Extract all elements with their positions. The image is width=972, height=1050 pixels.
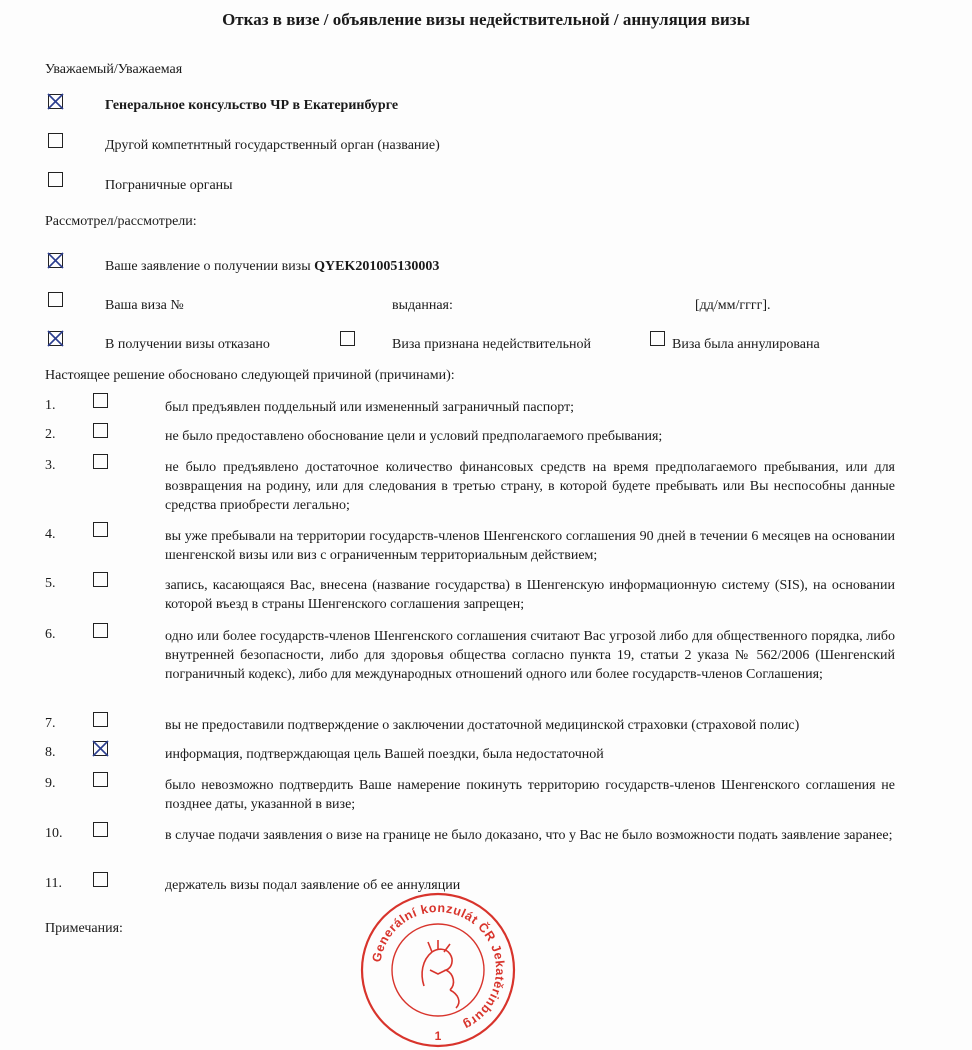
visa-issued-label: выданная: [392, 298, 453, 313]
checkbox-reason-11[interactable] [93, 872, 108, 887]
reason-number: 5. [45, 576, 56, 591]
reason-text: запись, касающаяся Вас, внесена (название государства) в Шенгенскую информационную систему (SIS), на основании которой въезд в страны Шенгенского соглашения запрещен; [165, 578, 895, 612]
checkbox-visa-refused[interactable] [48, 331, 63, 346]
checkbox-reason-1[interactable] [93, 393, 108, 408]
reason-text: вы не предоставили подтверждение о заключении достаточной медицинской страховки (страховой полис) [165, 718, 800, 733]
reason-number: 11. [45, 876, 62, 891]
checkbox-reason-4[interactable] [93, 522, 108, 537]
application-label: Ваше заявление о получении визы [105, 259, 311, 274]
decision-invalidated-label: Виза признана недействительной [392, 337, 591, 352]
reason-number: 6. [45, 627, 56, 642]
checkbox-reason-8[interactable] [93, 741, 108, 756]
checkbox-consulate[interactable] [48, 94, 63, 109]
stamp-text: Generální konzulát ČR Jekatěrinburg [369, 900, 508, 1033]
check-mark-icon [46, 251, 65, 270]
checkbox-reason-10[interactable] [93, 822, 108, 837]
reason-number: 2. [45, 427, 56, 442]
checkbox-visa-annulled[interactable] [650, 331, 665, 346]
decision-refused-label: В получении визы отказано [105, 337, 270, 352]
reason-text: вы уже пребывали на территории государств-членов Шенгенского соглашения 90 дней в течении 6 месяцев на основании шенгенской визы или виз с ограниченным территориальным действием; [165, 529, 895, 563]
checkbox-reason-2[interactable] [93, 423, 108, 438]
reason-text: держатель визы подал заявление об ее аннуляции [165, 878, 461, 893]
checkbox-reason-5[interactable] [93, 572, 108, 587]
reasons-intro: Настоящее решение обосновано следующей причиной (причинами): [45, 368, 455, 383]
checkbox-border-authority[interactable] [48, 172, 63, 187]
reason-number: 4. [45, 527, 56, 542]
reason-number: 7. [45, 716, 56, 731]
application-line [105, 259, 439, 275]
checkbox-visa-invalidated[interactable] [340, 331, 355, 346]
reason-text: было невозможно подтвердить Ваше намерение покинуть территорию государств-членов Шенгенского соглашения не позднее даты, указанной в визе; [165, 778, 895, 812]
check-mark-icon [91, 739, 110, 758]
check-mark-icon [46, 92, 65, 111]
reason-text: был предъявлен поддельный или измененный заграничный паспорт; [165, 400, 575, 415]
reason-text: информация, подтверждающая цель Вашей поездки, была недостаточной [165, 747, 604, 762]
visa-number-label: Ваша виза № [105, 298, 184, 313]
stamp-outer-ring [362, 894, 514, 1046]
reason-text: не было предоставлено обоснование цели и условий предполагаемого пребывания; [165, 429, 663, 444]
application-number: QYEK201005130003 [314, 259, 440, 274]
checkbox-reason-7[interactable] [93, 712, 108, 727]
greeting: Уважаемый/Уважаемая [45, 62, 183, 77]
checkbox-reason-9[interactable] [93, 772, 108, 787]
reason-text: не было предъявлено достаточное количество финансовых средств на время предполагаемого пребывания, или для возвращения на родину, или для следования в третью страну, в которой будете пребывать или Вы неспособны данные средства приобрести легально; [165, 460, 895, 513]
lion-emblem-icon [422, 940, 459, 1008]
visa-date-format: [дд/мм/гггг]. [695, 298, 771, 313]
reason-number: 3. [45, 458, 56, 473]
decision-annulled-label: Виза была аннулирована [672, 337, 820, 352]
reason-text: в случае подачи заявления о визе на границе не было доказано, что у Вас не было возможности подать заявление заранее; [165, 828, 893, 843]
consulate-stamp [358, 890, 518, 1050]
checkbox-other-authority[interactable] [48, 133, 63, 148]
checkbox-application[interactable] [48, 253, 63, 268]
stamp-number: 1 [434, 1029, 442, 1043]
check-mark-icon [46, 329, 65, 348]
checkbox-reason-3[interactable] [93, 454, 108, 469]
page-title: Отказ в визе / объявление визы недействительной / аннуляция визы [222, 10, 750, 29]
authority-consulate-label: Генеральное консульство ЧР в Екатеринбурге [105, 98, 399, 113]
stamp-inner-ring [392, 924, 484, 1016]
checkbox-visa[interactable] [48, 292, 63, 307]
reason-number: 8. [45, 745, 56, 760]
reason-number: 1. [45, 398, 56, 413]
checkbox-reason-6[interactable] [93, 623, 108, 638]
authority-other-label: Другой компетнтный государственный орган (название) [105, 138, 440, 153]
authority-border-label: Пограничные органы [105, 178, 233, 193]
reason-number: 10. [45, 826, 63, 841]
examined-label: Рассмотрел/рассмотрели: [45, 214, 197, 229]
remarks-label: Примечания: [45, 921, 123, 936]
reason-number: 9. [45, 776, 56, 791]
reason-text: одно или более государств-членов Шенгенского соглашения считают Вас угрозой либо для общественного порядка, либо внутренней безопасности, либо для здоровья общества согласно пункта 19, статьи 2 указа № 562/2006 (Шенгенский пограничный кодекс), либо для международных отношений одного или более государств-членов Соглашения; [165, 629, 895, 682]
